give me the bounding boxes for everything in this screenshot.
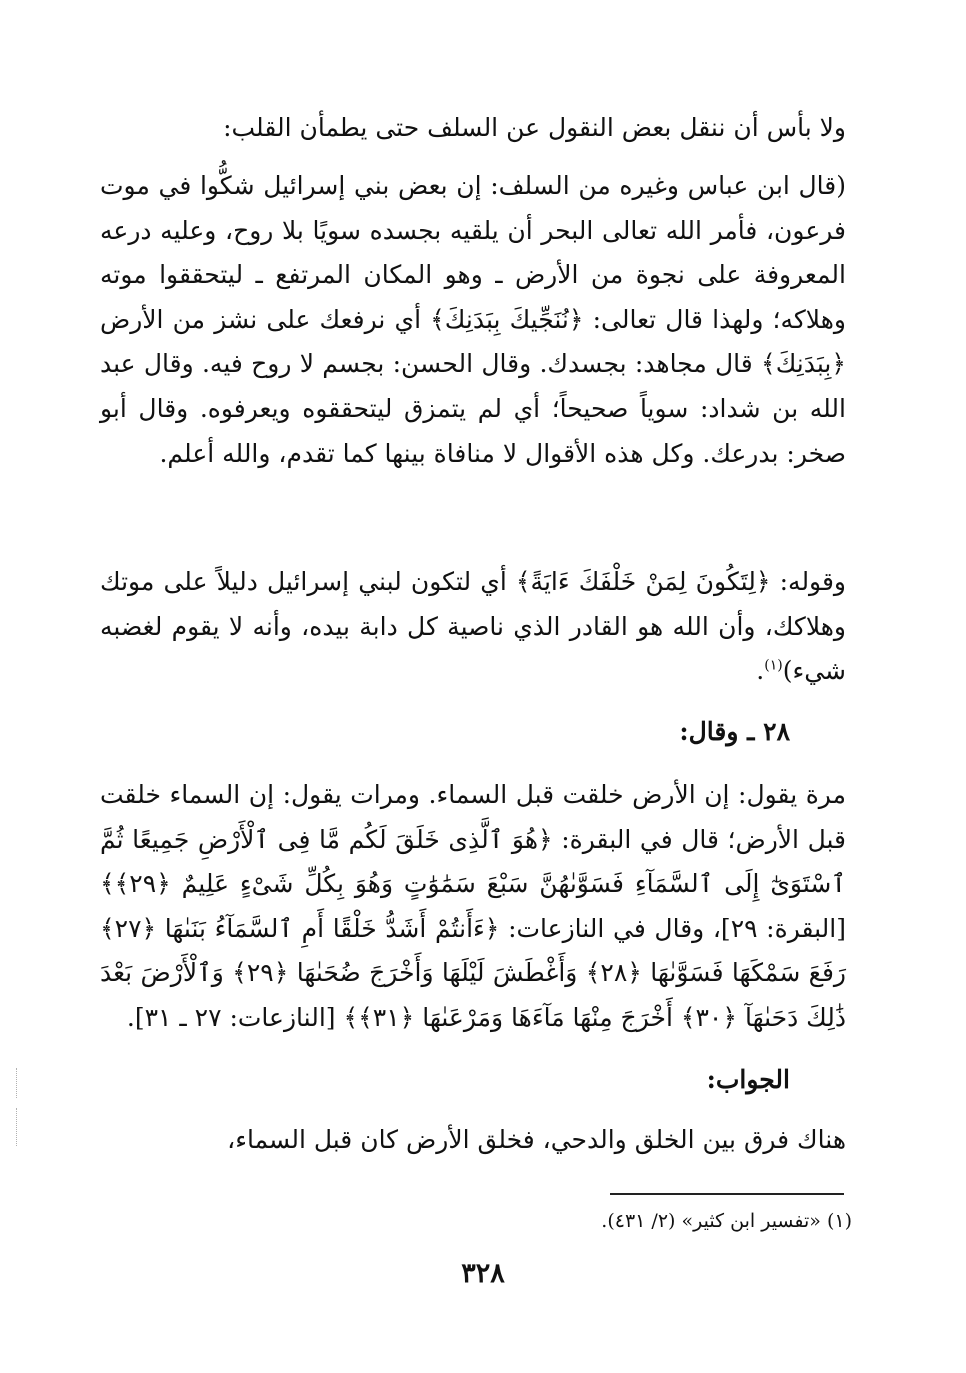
footnote-reference[interactable]: (١) xyxy=(764,657,783,674)
footnote-divider xyxy=(610,1193,844,1195)
second-paragraph-end: . xyxy=(756,656,765,686)
question-heading: ٢٨ ـ وقال: xyxy=(679,717,790,746)
second-paragraph-text: وقوله: ﴿لِتَكُونَ لِمَنْ خَلْفَكَ ءَايَةً﴾ أي لتكون لبني إسرائيل دليلاً على موتك وهلاكك، وأن الله هو القادر الذي ناصية كل دابة بيده، وأنه لا يقوم لغضبه شيء) xyxy=(100,567,846,686)
answer-heading: الجواب: xyxy=(706,1065,790,1094)
page-number: ٣٢٨ xyxy=(461,1258,505,1289)
scan-margin-mark xyxy=(16,1068,17,1098)
question-paragraph: مرة يقول: إن الأرض خلقت قبل السماء. ومرات يقول: إن السماء خلقت قبل الأرض؛ قال في البقرة: ﴿هُوَ ٱلَّذِى خَلَقَ لَكُم مَّا فِى ٱلْأَرْضِ جَمِيعًا ثُمَّ ٱسْتَوَىٰٓ إِلَى ٱلسَّمَآءِ فَسَوَّىٰهُنَّ سَبْعَ سَمَٰوَٰتٍ وَهُوَ بِكُلِّ شَىْءٍ عَلِيمٌ ﴿٢٩﴾﴾ [البقرة: ٢٩]، وقال في النازعات: ﴿ءَأَنتُمْ أَشَدُّ خَلْقًا أَمِ ٱلسَّمَآءُ بَنَىٰهَا ﴿٢٧﴾ رَفَعَ سَمْكَهَا فَسَوَّىٰهَا ﴿٢٨﴾ وَأَغْطَشَ لَيْلَهَا وَأَخْرَجَ ضُحَىٰهَا ﴿٢٩﴾ وَٱلْأَرْضَ بَعْدَ ذَٰلِكَ دَحَىٰهَآ ﴿٣٠﴾ أَخْرَجَ مِنْهَا مَآءَهَا وَمَرْعَىٰهَا ﴿٣١﴾﴾ [النازعات: ٢٧ ـ ٣١]. xyxy=(100,780,846,1032)
footnote: (١) «تفسير ابن كثير» (٢/ ٤٣١). xyxy=(601,1210,852,1232)
scan-margin-mark xyxy=(16,1108,17,1146)
answer-paragraph: هناك فرق بين الخلق والدحي، فخلق الأرض كان قبل السماء، xyxy=(227,1125,846,1154)
second-paragraph xyxy=(100,560,902,694)
intro-paragraph: ولا بأس أن ننقل بعض النقول عن السلف حتى يطمأن القلب: xyxy=(223,113,846,142)
quote-paragraph: (قال ابن عباس وغيره من السلف: إن بعض بني إسرائيل شكُّوا في موت فرعون، فأمر الله تعالى البحر أن يلقيه بجسده سويًا بلا روح، وعليه درعه المعروفة على نجوة من الأرض ـ وهو المكان المرتفع ـ ليتحققوا موته وهلاكه؛ ولهذا قال تعالى: ﴿نُنَجِّيكَ بِبَدَنِكَ﴾ أي نرفعك على نشز من الأرض ﴿بِبَدَنِكَ﴾ قال مجاهد: بجسدك. وقال الحسن: بجسم لا روح فيه. وقال عبد الله بن شداد: سوياً صحيحاً؛ أي لم يتمزق ليتحققوه ويعرفوه. وقال أبو صخر: بدرعك. وكل هذه الأقوال لا منافاة بينها كما تقدم، والله أعلم. xyxy=(100,171,846,468)
